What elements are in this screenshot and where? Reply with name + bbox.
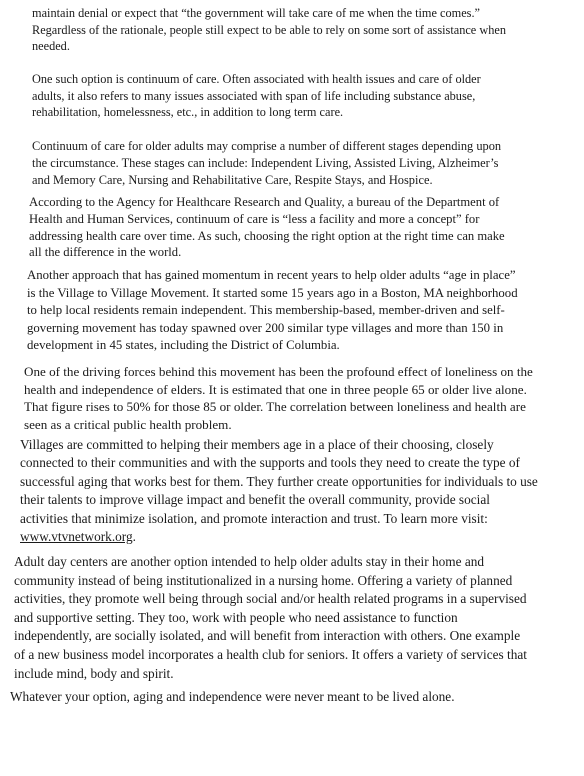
paragraph-adult-day-centers xyxy=(14,553,527,683)
paragraph-continuum-of-care xyxy=(32,71,481,121)
text-line: activities that minimize isolation, and promote interaction and trust. To learn more visit: xyxy=(20,510,488,526)
text-line: community instead of being institutionalized in a nursing home. Offering a variety of planned xyxy=(14,572,513,588)
text-line xyxy=(20,528,538,546)
text-line: and Memory Care, Nursing and Rehabilitative Care, Respite Stays, and Hospice. xyxy=(32,172,433,187)
text-line: health and independence of elders. It is estimated that one in three people 65 or older live alone. xyxy=(24,381,527,397)
text-line: According to the Agency for Healthcare Research and Quality, a bureau of the Department of xyxy=(29,195,500,209)
text-line: Villages are committed to helping their members age in a place of their choosing, closely xyxy=(20,437,494,452)
paragraph-denial xyxy=(32,5,506,55)
text-line: successful aging that works best for them. They further create opportunities for individuals to use xyxy=(20,473,538,489)
text-line: addressing health care over time. As such, choosing the right option at the right time can make xyxy=(29,228,505,243)
text-line: Whatever your option, aging and independence were never meant to be lived alone. xyxy=(10,689,455,704)
paragraph-villages-committed xyxy=(20,436,538,546)
text-line: include mind, body and spirit. xyxy=(14,665,174,681)
text-line: Another approach that has gained momentum in recent years to help older adults “age in place” xyxy=(27,268,516,282)
text-line: development in 45 states, including the District of Columbia. xyxy=(27,338,340,352)
text-line: and supportive setting. They too, work with people who need assistance to function xyxy=(14,609,458,625)
paragraph-care-stages xyxy=(32,138,501,188)
text-line: the circumstance. These stages can include: Independent Living, Assisted Living, Alzheimer’s xyxy=(32,155,499,170)
text-line: independently, are socially isolated, and will benefit from interaction with others. One example xyxy=(14,628,521,644)
text-line: is the Village to Village Movement. It started some 15 years ago in a Boston, MA neighborhood xyxy=(27,285,518,300)
text-line: to help local residents remain independent. This membership-based, member-driven and self- xyxy=(27,303,505,317)
text-line: One such option is continuum of care. Often associated with health issues and care of older xyxy=(32,72,481,86)
text-line: governing movement has today spawned over 200 similar type villages and more than 150 in xyxy=(27,320,504,335)
paragraph-closing xyxy=(10,688,455,706)
text-line: all the difference in the world. xyxy=(29,245,182,260)
text-line: maintain denial or expect that “the government will take care of me when the time comes.” xyxy=(32,6,480,20)
text-line: rehabilitation, homelessness, etc., in addition to long term care. xyxy=(32,105,344,120)
text-line: connected to their communities and with the supports and tools they need to create the type of xyxy=(20,455,520,471)
paragraph-ahrq xyxy=(29,194,505,261)
text-line: activities, they promote well being through social and/or health related programs in a supervised xyxy=(14,591,527,607)
text-line: Health and Human Services, continuum of care is “less a facility and more a concept” for xyxy=(29,211,480,226)
text-line: Adult day centers are another option intended to help older adults stay in their home and xyxy=(14,554,485,569)
paragraph-village-movement xyxy=(27,267,518,355)
text-line: Continuum of care for older adults may comprise a number of different stages depending upon xyxy=(32,139,502,153)
text-line: adults, it also refers to many issues associated with span of life including substance abuse, xyxy=(32,88,476,103)
text-line: seen as a critical public health problem. xyxy=(24,416,232,432)
text-line: One of the driving forces behind this movement has been the profound effect of loneliness on the xyxy=(24,364,533,379)
paragraph-loneliness xyxy=(24,363,533,433)
text-line: their talents to improve village impact and benefit the overall community, provide social xyxy=(20,492,490,508)
text-line: Regardless of the rationale, people still expect to be able to rely on some sort of assistance when xyxy=(32,22,506,37)
text-line: That figure rises to 50% for those 85 or older. The correlation between loneliness and health are xyxy=(24,399,526,415)
text-line: of a new business model incorporates a health club for seniors. It offers a variety of services that xyxy=(14,646,527,662)
link-suffix: . xyxy=(132,529,136,545)
text-line: needed. xyxy=(32,39,70,54)
vtvnetwork-link[interactable]: www.vtvnetwork.org xyxy=(20,529,133,545)
